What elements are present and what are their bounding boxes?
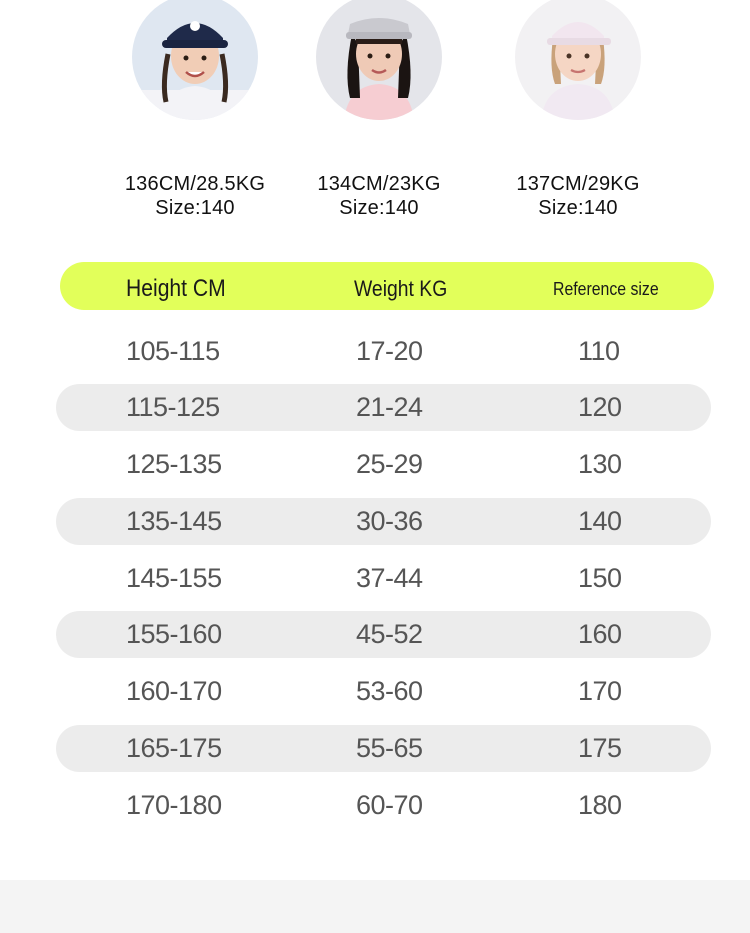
table-header — [60, 262, 714, 310]
height-cell: 170-180 — [126, 790, 222, 820]
model-measurements: 136CM/28.5KG — [124, 173, 266, 195]
weight-cell: 60-70 — [356, 790, 423, 820]
table-row — [56, 555, 711, 602]
model-stats-1 — [95, 172, 295, 220]
weight-cell: 45-52 — [356, 619, 423, 649]
model-measurements: 137CM/29KG — [516, 173, 640, 195]
model-stats-2 — [279, 172, 479, 220]
size-cell: 180 — [578, 790, 622, 820]
model-gallery — [0, 0, 750, 240]
weight-cell: 37-44 — [356, 563, 423, 593]
table-row — [56, 782, 711, 829]
weight-cell: 30-36 — [356, 506, 423, 536]
size-cell: 160 — [578, 619, 622, 649]
size-cell: 170 — [578, 676, 622, 706]
model-photo-2 — [316, 0, 442, 120]
height-cell: 155-160 — [126, 619, 222, 649]
table-row — [56, 328, 711, 375]
weight-cell: 17-20 — [356, 336, 423, 366]
footer-divider-band — [0, 880, 750, 933]
size-cell: 130 — [578, 449, 622, 479]
height-cell: 135-145 — [126, 506, 222, 536]
model-photo-3 — [515, 0, 641, 120]
size-cell: 150 — [578, 563, 622, 593]
size-cell: 175 — [578, 733, 622, 763]
size-cell: 140 — [578, 506, 622, 536]
header-height: Height CM — [126, 275, 226, 302]
model-size: Size:140 — [538, 197, 618, 219]
height-cell: 160-170 — [126, 676, 222, 706]
header-weight: Weight KG — [354, 276, 448, 301]
table-row — [56, 611, 711, 658]
height-cell: 105-115 — [126, 336, 220, 366]
model-measurements: 134CM/23KG — [317, 173, 441, 195]
weight-cell: 55-65 — [356, 733, 423, 763]
weight-cell: 21-24 — [356, 392, 423, 422]
weight-cell: 25-29 — [356, 449, 423, 479]
height-cell: 145-155 — [126, 563, 222, 593]
header-reference-size: Reference size — [553, 279, 659, 299]
model-size: Size:140 — [339, 197, 419, 219]
height-cell: 115-125 — [126, 392, 220, 422]
model-stats-3 — [478, 172, 678, 220]
size-cell: 110 — [578, 336, 620, 366]
model-photo-1 — [132, 0, 258, 120]
table-row — [56, 725, 711, 772]
height-cell: 125-135 — [126, 449, 222, 479]
table-row — [56, 441, 711, 488]
weight-cell: 53-60 — [356, 676, 423, 706]
table-row — [56, 384, 711, 431]
table-row — [56, 498, 711, 545]
table-row — [56, 668, 711, 715]
model-size: Size:140 — [155, 197, 235, 219]
size-cell: 120 — [578, 392, 622, 422]
height-cell: 165-175 — [126, 733, 222, 763]
